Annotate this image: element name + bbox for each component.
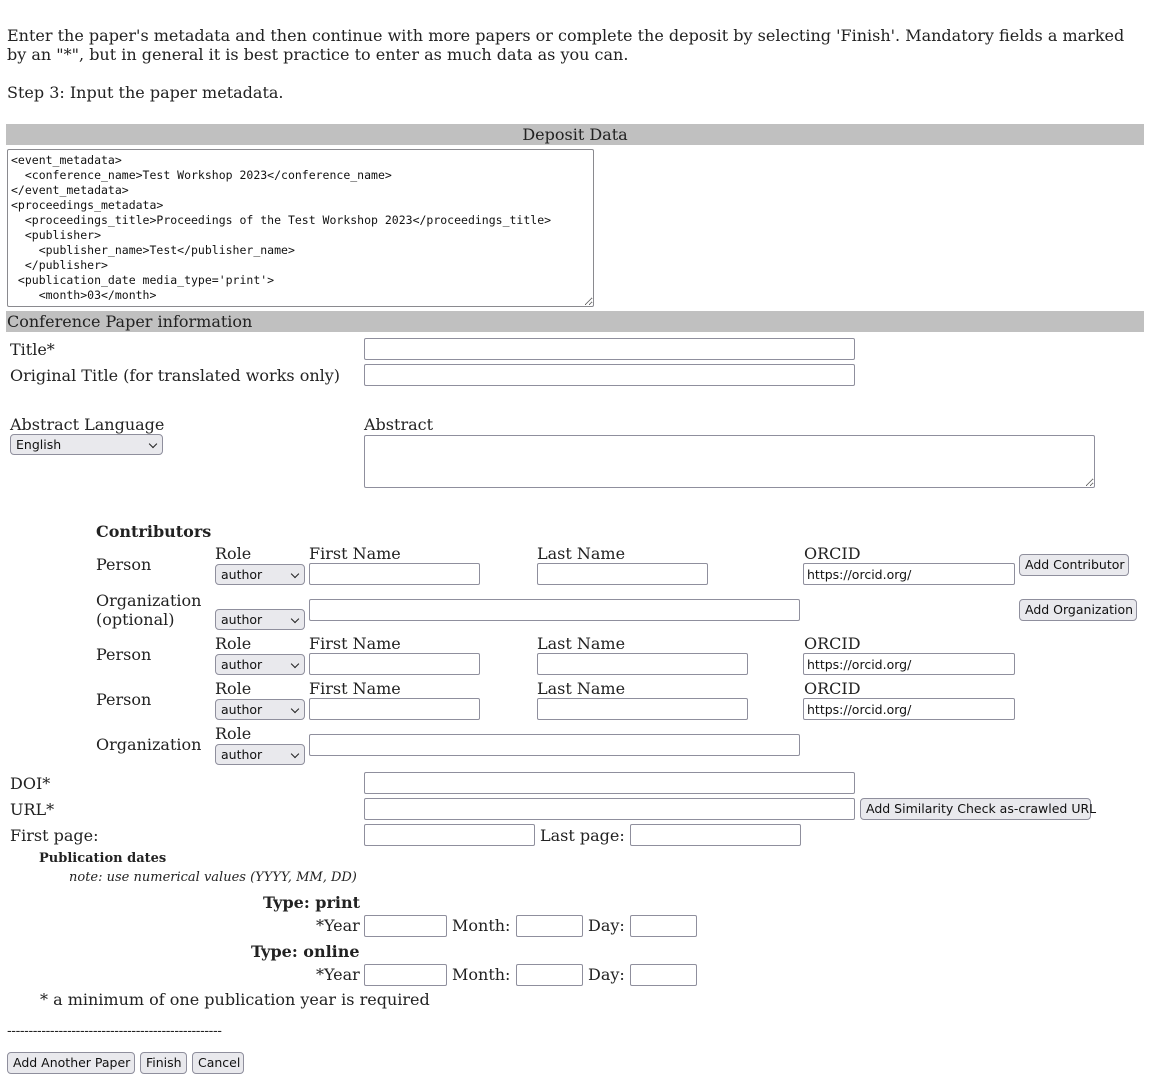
role-value: author (221, 567, 263, 582)
date-type-label: Type: online (251, 942, 360, 961)
role-label: Role (215, 724, 252, 743)
conference-paper-header: Conference Paper information (6, 311, 1144, 332)
deposit-xml-textarea[interactable] (7, 149, 594, 307)
contributor-type-label: Person (96, 645, 152, 664)
add-contributor-button[interactable]: Add Contributor (1019, 554, 1129, 576)
chevron-down-icon (291, 570, 299, 578)
first-name-label: First Name (309, 634, 401, 653)
last-page-input[interactable] (630, 824, 801, 846)
last-name-input[interactable] (537, 563, 708, 585)
orcid-input[interactable] (803, 563, 1015, 585)
date-type-label: Type: print (263, 893, 361, 912)
last-name-label: Last Name (537, 544, 626, 563)
abstract-language-select[interactable] (10, 434, 163, 455)
role-label: Role (215, 544, 252, 563)
role-select[interactable] (215, 609, 305, 630)
abstract-language-value: English (16, 437, 62, 452)
first-name-input[interactable] (309, 698, 480, 720)
month-input[interactable] (516, 915, 583, 937)
add-organization-button[interactable]: Add Organization (1019, 599, 1137, 621)
url-input[interactable] (364, 798, 855, 820)
first-page-label: First page: (10, 826, 99, 845)
contributor-type-label: Organization (96, 591, 202, 610)
role-label: Role (215, 634, 252, 653)
original-title-input[interactable] (364, 364, 855, 386)
year-label: *Year (316, 916, 360, 935)
role-label: Role (215, 679, 252, 698)
publication-dates-note: note: use numerical values (YYYY, MM, DD) (69, 870, 357, 885)
day-input[interactable] (630, 964, 697, 986)
year-input[interactable] (364, 964, 447, 986)
contributor-type-sublabel: (optional) (96, 610, 175, 629)
doi-label: DOI* (10, 774, 51, 793)
organization-name-input[interactable] (309, 734, 800, 756)
organization-name-input[interactable] (309, 599, 800, 621)
first-page-input[interactable] (364, 824, 535, 846)
month-label: Month: (452, 965, 511, 984)
first-name-label: First Name (309, 544, 401, 563)
url-label: URL* (10, 800, 55, 819)
title-label: Title* (10, 340, 55, 359)
chevron-down-icon (291, 750, 299, 758)
add-another-paper-button[interactable]: Add Another Paper (7, 1052, 135, 1074)
doi-input[interactable] (364, 772, 855, 794)
finish-button[interactable]: Finish (140, 1052, 187, 1074)
last-name-label: Last Name (537, 679, 626, 698)
role-value: author (221, 747, 263, 762)
original-title-label: Original Title (for translated works only) (10, 366, 341, 385)
chevron-down-icon (291, 615, 299, 623)
abstract-label: Abstract (364, 415, 434, 434)
deposit-data-header: Deposit Data (6, 124, 1144, 145)
orcid-input[interactable] (803, 698, 1015, 720)
day-input[interactable] (630, 915, 697, 937)
orcid-label: ORCID (804, 679, 861, 698)
month-input[interactable] (516, 964, 583, 986)
publication-year-footnote: * a minimum of one publication year is required (40, 990, 430, 1009)
divider: -------------------------------------------------- (7, 1024, 222, 1039)
first-name-input[interactable] (309, 653, 480, 675)
role-value: author (221, 612, 263, 627)
month-label: Month: (452, 916, 511, 935)
contributor-type-label: Person (96, 690, 152, 709)
cancel-button[interactable]: Cancel (192, 1052, 244, 1074)
intro-text: Enter the paper's metadata and then continue with more papers or complete the deposit by selecting 'Finish'. Mandatory fields a marked by an "*", but in general it is best practice to enter as much data as you can. (7, 26, 1125, 64)
last-page-label: Last page: (540, 826, 625, 845)
publication-dates-heading: Publication dates (39, 851, 167, 866)
step-label: Step 3: Input the paper metadata. (7, 83, 284, 102)
orcid-input[interactable] (803, 653, 1015, 675)
chevron-down-icon (291, 705, 299, 713)
orcid-label: ORCID (804, 544, 861, 563)
contributor-type-label: Organization (96, 735, 202, 754)
last-name-label: Last Name (537, 634, 626, 653)
day-label: Day: (588, 965, 625, 984)
contributors-heading: Contributors (96, 522, 212, 541)
abstract-language-label: Abstract Language (10, 415, 165, 434)
orcid-label: ORCID (804, 634, 861, 653)
role-select[interactable] (215, 744, 305, 765)
role-select[interactable] (215, 564, 305, 585)
chevron-down-icon (291, 660, 299, 668)
abstract-textarea[interactable] (364, 435, 1095, 488)
role-value: author (221, 657, 263, 672)
first-name-input[interactable] (309, 563, 480, 585)
contributor-type-label: Person (96, 555, 152, 574)
chevron-down-icon (149, 440, 157, 448)
year-input[interactable] (364, 915, 447, 937)
year-label: *Year (316, 965, 360, 984)
add-similarity-check-url-button[interactable]: Add Similarity Check as-crawled URL (860, 798, 1091, 820)
last-name-input[interactable] (537, 653, 748, 675)
last-name-input[interactable] (537, 698, 748, 720)
role-select[interactable] (215, 699, 305, 720)
first-name-label: First Name (309, 679, 401, 698)
role-select[interactable] (215, 654, 305, 675)
role-value: author (221, 702, 263, 717)
day-label: Day: (588, 916, 625, 935)
title-input[interactable] (364, 338, 855, 360)
